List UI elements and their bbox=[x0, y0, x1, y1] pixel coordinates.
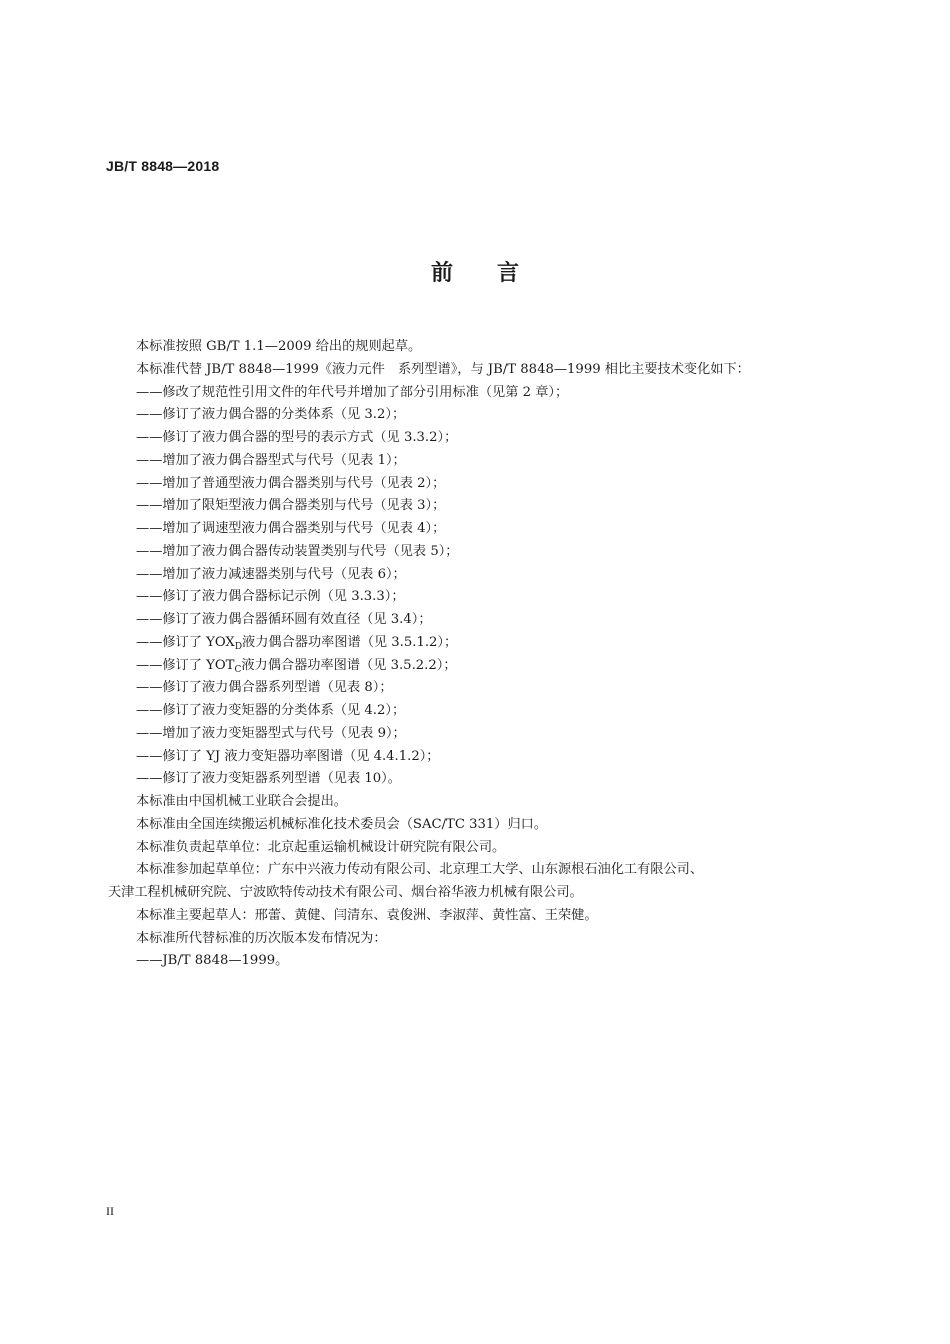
paragraph-history: 本标准所代替标准的历次版本发布情况为： bbox=[136, 930, 387, 946]
paragraph-drafting-rule: 本标准按照 GB/T 1.1—2009 给出的规则起草。 bbox=[136, 339, 422, 354]
change-item: ——增加了液力偶合器型式与代号（见表 1）； bbox=[136, 452, 406, 468]
change-item: ——修订了液力偶合器的型号的表示方式（见 3.3.2）； bbox=[136, 430, 458, 445]
foreword-body bbox=[108, 336, 808, 973]
change-item: ——增加了普通型液力偶合器类别与代号（见表 2）； bbox=[136, 475, 446, 491]
change-item: ——修订了液力变矩器系列型谱（见表 10）。 bbox=[136, 771, 401, 787]
paragraph-committee: 本标准由全国连续搬运机械标准化技术委员会（SAC/TC 331）归口。 bbox=[136, 816, 548, 832]
change-item-yoxd bbox=[108, 632, 808, 655]
change-item: ——增加了调速型液力偶合器类别与代号（见表 4）； bbox=[136, 521, 446, 536]
paragraph-drafters: 本标准主要起草人：邢蕾、黄健、闫清东、袁俊洲、李淑萍、黄性富、王荣健。 bbox=[136, 907, 598, 923]
change-item: ——增加了液力偶合器传动装置类别与代号（见表 5）； bbox=[136, 543, 459, 559]
change-suffix: 液力偶合器功率图谱（见 3.5.2.2）； bbox=[241, 657, 457, 673]
page-title: 前言 bbox=[430, 261, 563, 286]
change-subscript: D bbox=[234, 641, 243, 652]
paragraph-participants: 本标准参加起草单位：广东中兴液力传动有限公司、北京理工大学、山东源根石油化工有限公司、 bbox=[136, 862, 704, 878]
change-item: ——增加了限矩型液力偶合器类别与代号（见表 3）； bbox=[136, 498, 446, 514]
change-item: ——修订了液力偶合器循环圆有效直径（见 3.4）； bbox=[136, 612, 432, 627]
change-item: ——修改了规范性引用文件的年代号并增加了部分引用标准（见第 2 章）； bbox=[136, 384, 569, 400]
change-prefix: ——修订了 YOT bbox=[136, 657, 235, 673]
change-item: ——增加了液力减速器类别与代号（见表 6）； bbox=[136, 566, 406, 582]
change-item: ——修订了液力变矩器的分类体系（见 4.2）； bbox=[136, 703, 406, 718]
paragraph-lead-drafter: 本标准负责起草单位：北京起重运输机械设计研究院有限公司。 bbox=[136, 839, 506, 855]
history-item: ——JB/T 8848—1999。 bbox=[136, 953, 289, 969]
change-prefix: ——修订了 YOX bbox=[136, 634, 235, 650]
change-item: ——修订了液力偶合器系列型谱（见表 8）； bbox=[136, 680, 393, 696]
paragraph-replacement: 本标准代替 JB/T 8848—1999《液力元件 系列型谱》，与 JB/T 8848—1999 相比主要技术变化如下： bbox=[136, 361, 750, 377]
change-suffix: 液力偶合器功率图谱（见 3.5.1.2）； bbox=[242, 634, 458, 650]
standard-code: JB/T 8848—2018 bbox=[106, 158, 220, 174]
change-item-yotc bbox=[108, 655, 808, 678]
change-item: ——修订了液力偶合器标记示例（见 3.3.3）； bbox=[136, 589, 405, 605]
change-subscript: C bbox=[234, 664, 242, 675]
paragraph-proposer: 本标准由中国机械工业联合会提出。 bbox=[136, 794, 347, 809]
paragraph-participants-continued: 天津工程机械研究院、宁波欧特传动技术有限公司、烟台裕华液力机械有限公司。 bbox=[108, 885, 583, 900]
change-item: ——修订了 YJ 液力变矩器功率图谱（见 4.4.1.2）； bbox=[136, 748, 440, 764]
change-item: ——修订了液力偶合器的分类体系（见 3.2）； bbox=[136, 407, 406, 423]
change-item: ——增加了液力变矩器型式与代号（见表 9）； bbox=[136, 725, 406, 741]
page-number: II bbox=[106, 1204, 114, 1218]
